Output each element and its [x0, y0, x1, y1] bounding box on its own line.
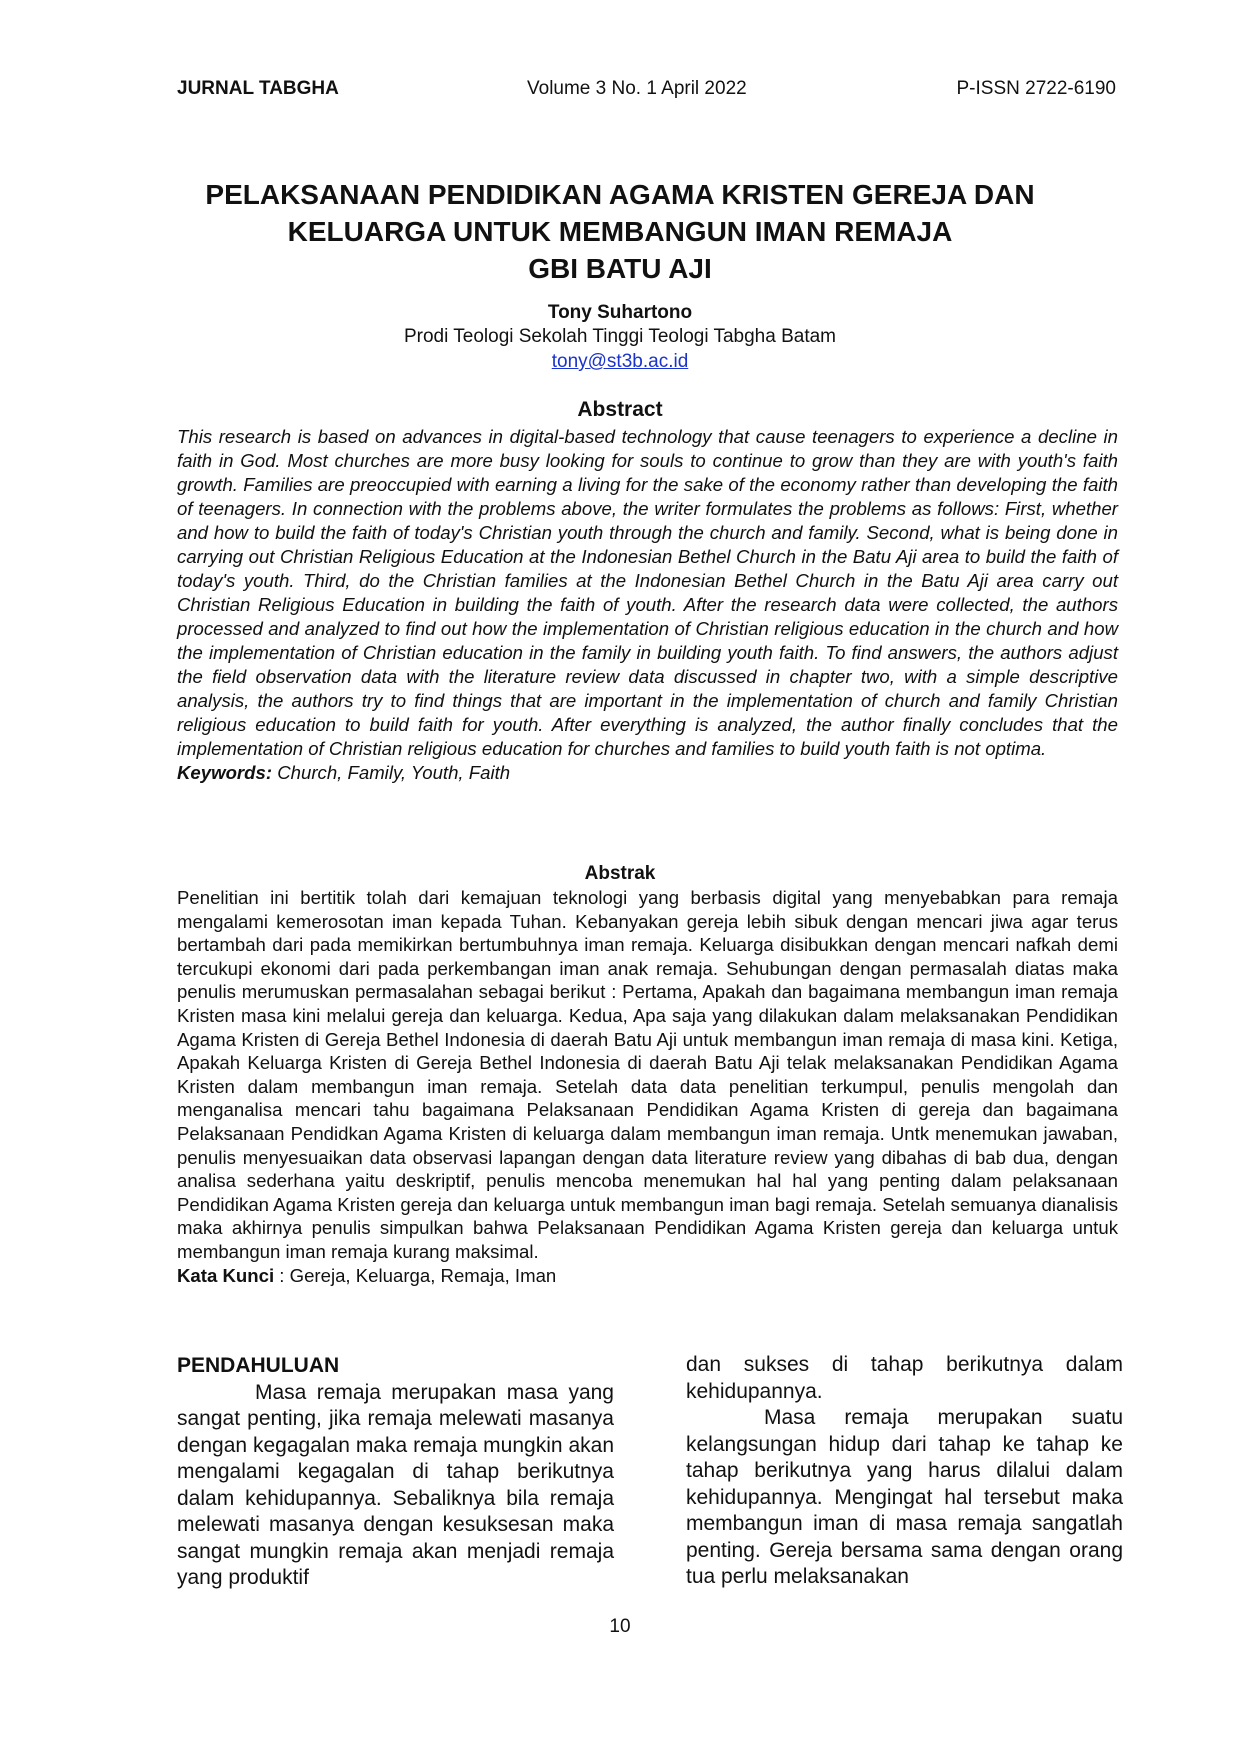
abstract-body [177, 425, 1118, 785]
author-name: Tony Suhartono [547, 302, 693, 323]
body-column-right [686, 1352, 1123, 1591]
title-line-2: KELUARGA UNTUK MEMBANGUN IMAN REMAJA [287, 216, 953, 247]
body-paragraph-continued: dan sukses di tahap berikutnya dalam kehidupannya. [686, 1353, 1123, 1403]
paper-title [160, 176, 1080, 287]
kata-kunci-list: : Gereja, Keluarga, Remaja, Iman [274, 1264, 557, 1286]
abstrak-body [177, 886, 1118, 1287]
kata-kunci-label: Kata Kunci [177, 1264, 275, 1286]
abstrak-heading: Abstrak [584, 863, 656, 884]
keywords-label: Keywords: [177, 762, 273, 783]
abstract-heading: Abstract [577, 398, 663, 421]
section-heading-pendahuluan: PENDAHULUAN [177, 1354, 340, 1377]
body-paragraph: Masa remaja merupakan masa yang sangat penting, jika remaja melewati masanya dengan kegagalan maka remaja mungkin akan mengalami kegagalan di tahap berikutnya dalam kehidupannya. Sebaliknya bila remaja melewati masanya dengan kesuksesan maka sangat mungkin remaja akan menjadi remaja yang produktif [177, 1380, 614, 1589]
page-number: 10 [609, 1616, 631, 1637]
title-line-1: PELAKSANAAN PENDIDIKAN AGAMA KRISTEN GEREJA DAN [205, 179, 1035, 210]
author-email-row [0, 351, 1240, 373]
body-column-left [177, 1353, 614, 1592]
title-line-3: GBI BATU AJI [528, 253, 712, 284]
abstrak-text: Penelitian ini bertitik tolah dari kemajuan teknologi yang berbasis digital yang menyebabkan para remaja mengalami kemerosotan iman kepada Tuhan. Kebanyakan gereja lebih sibuk dengan mencari jiwa agar terus bertambah dari pada memikirkan bertumbuhnya iman remaja. Keluarga disibukkan dengan mencari nafkah demi tercukupi ekonomi dari pada perkembangan iman anak remaja. Sehubungan dengan permasalah diatas maka penulis merumuskan permasalahan sebagai berikut : Pertama, Apakah dan bagaimana membangun iman remaja Kristen masa kini melalui gereja dan keluarga. Kedua, Apa saja yang dilakukan dalam melaksanakan Pendidikan Agama Kristen di Gereja Bethel Indonesia di daerah Batu Aji untuk membangun iman remaja di masa kini. Ketiga, Apakah Keluarga Kristen di Gereja Bethel Indonesia di daerah Batu Aji telak melaksanakan Pendidikan Agama Kristen dalam membangun iman remaja. Setelah data data penelitian terkumpul, penulis mengolah dan menganalisa mencari tahu bagaimana Pelaksanaan Pendidikan Agama Kristen di gereja dan bagaimana Pelaksanaan Pendidkan Agama Kristen di keluarga dalam membangun iman remaja. Untk menemukan jawaban, penulis menyesuaikan data observasi lapangan dengan data literature review yang dibahas di bab dua, dengan analisa sederhana yaitu deskriptif, penulis mencoba menemukan hal hal yang penting dalam pelaksanaan Pendidikan Agama Kristen gereja dan keluarga untuk membangun iman bagi remaja. Setelah semuanya dianalisis maka akhirnya penulis simpulkan bahwa Pelaksanaan Pendidikan Agama Kristen gereja dan keluarga untuk membangun iman remaja kurang maksimal. [177, 887, 1118, 1262]
body-paragraph: Masa remaja merupakan suatu kelangsungan hidup dari tahap ke tahap ke tahap berikutnya yang harus dilalui dalam kehidupannya. Mengingat hal tersebut maka membangun iman di masa remaja sangatlah penting. Gereja bersama sama dengan orang tua perlu melaksanakan [686, 1406, 1123, 1588]
journal-name: JURNAL TABGHA [177, 78, 339, 99]
issn: P-ISSN 2722-6190 [956, 78, 1116, 99]
abstrak-keywords [177, 1264, 1118, 1288]
author-affiliation: Prodi Teologi Sekolah Tinggi Teologi Tabgha Batam [403, 326, 837, 347]
abstract-text: This research is based on advances in digital-based technology that cause teenagers to experience a decline in faith in God. Most churches are more busy looking for souls to continue to grow than they are with youth's faith growth. Families are preoccupied with earning a living for the sake of the economy rather than developing the faith of teenagers. In connection with the problems above, the writer formulates the problems as follows: First, whether and how to build the faith of today's Christian youth through the church and family. Second, what is being done in carrying out Christian Religious Education at the Indonesian Bethel Church in the Batu Aji area to build the faith of today's youth. Third, do the Christian families at the Indonesian Bethel Church in the Batu Aji area carry out Christian Religious Education in building the faith of youth. After the research data were collected, the authors processed and analyzed to find out how the implementation of Christian religious education in the church and how the implementation of Christian education in the family in building youth faith. To find answers, the authors adjust the field observation data with the literature review data discussed in chapter two, with a simple descriptive analysis, the authors try to find things that are important in the implementation of church and family Christian religious education to build faith for youth. After everything is analyzed, the author finally concludes that the implementation of Christian religious education for churches and families to build youth faith is not optima. [177, 426, 1118, 759]
volume-info: Volume 3 No. 1 April 2022 [527, 78, 747, 99]
keywords-list: Church, Family, Youth, Faith [272, 762, 511, 783]
abstract-keywords [177, 761, 1118, 785]
author-email-link[interactable]: tony@st3b.ac.id [551, 351, 689, 372]
